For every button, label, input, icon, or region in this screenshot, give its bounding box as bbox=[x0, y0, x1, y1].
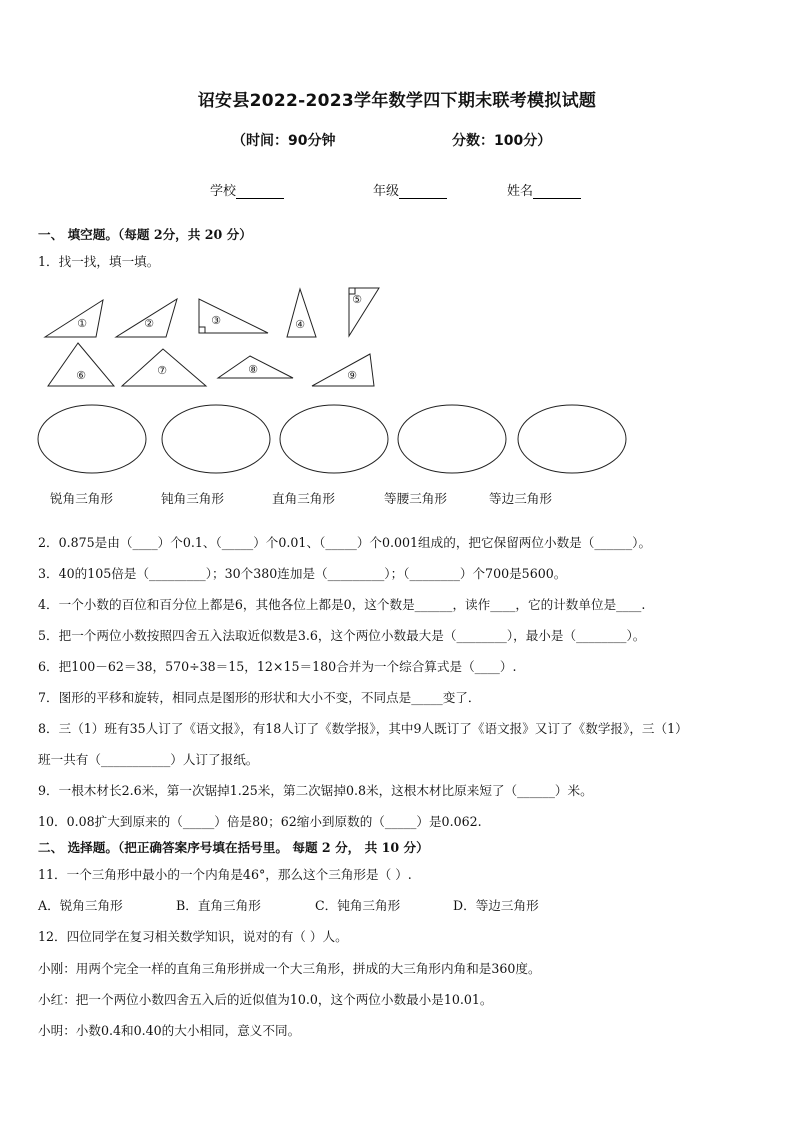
shape-label-3: ③ bbox=[211, 314, 221, 327]
question-6: 6．把100－62＝38，570÷38＝15，12×15＝180合并为一个综合算式是（____）. bbox=[38, 659, 517, 674]
oval-label-acute: 锐角三角形 bbox=[50, 491, 113, 506]
grade-field[interactable] bbox=[373, 180, 447, 199]
q12-statement-xiaoming: 小明：小数0.4和0.40的大小相同，意义不同。 bbox=[38, 1023, 301, 1038]
right-angle-mark-3 bbox=[199, 327, 205, 333]
oval-label-obtuse: 钝角三角形 bbox=[161, 491, 224, 506]
q12-statement-xiaogang: 小刚：用两个完全一样的直角三角形拼成一个大三角形，拼成的大三角形内角和是360度。 bbox=[38, 961, 541, 976]
exam-time: （时间：90分钟 bbox=[232, 133, 336, 149]
grade-label: 年级 bbox=[373, 184, 400, 199]
shape-label-1: ① bbox=[77, 317, 87, 330]
question-4: 4．一个小数的百位和百分位上都是6，其他各位上都是0，这个数是______，读作____，它的计数单位是____. bbox=[38, 597, 646, 612]
section1-heading: 一、 填空题。（每题 2分，共 20 分） bbox=[38, 227, 252, 242]
oval-isosceles bbox=[398, 405, 506, 473]
oval-acute bbox=[38, 405, 146, 473]
option-d[interactable]: D．等边三角形 bbox=[453, 898, 539, 913]
q12-statement-xiaohong: 小红：把一个两位小数四舍五入后的近似值为10.0，这个两位小数最小是10.01。 bbox=[38, 992, 493, 1007]
exam-score: 分数：100分） bbox=[452, 133, 552, 149]
school-field[interactable] bbox=[210, 180, 284, 199]
question-8-line1: 8．三（1）班有35人订了《语文报》，有18人订了《数学报》，其中9人既订了《语文报》又订了《数学报》，三（1） bbox=[38, 721, 688, 736]
q1-text: 1．找一找，填一填。 bbox=[38, 254, 160, 269]
shape-label-9: ⑨ bbox=[347, 369, 357, 382]
oval-label-isosceles: 等腰三角形 bbox=[384, 491, 447, 506]
section2-heading: 二、 选择题。（把正确答案序号填在括号里。 每题 2 分， 共 10 分） bbox=[38, 840, 429, 855]
name-blank[interactable] bbox=[533, 184, 581, 199]
shape-label-2: ② bbox=[144, 317, 154, 330]
school-blank[interactable] bbox=[236, 184, 284, 199]
oval-right bbox=[280, 405, 388, 473]
shape-label-6: ⑥ bbox=[76, 369, 86, 382]
shape-label-7: ⑦ bbox=[157, 364, 167, 377]
option-a[interactable]: A．锐角三角形 bbox=[38, 898, 123, 913]
grade-blank[interactable] bbox=[399, 184, 447, 199]
triangle-1 bbox=[45, 300, 103, 337]
oval-obtuse bbox=[162, 405, 270, 473]
name-label: 姓名 bbox=[507, 184, 534, 199]
exam-title: 诏安县2022-2023学年数学四下期末联考模拟试题 bbox=[197, 91, 597, 111]
option-b[interactable]: B．直角三角形 bbox=[176, 898, 261, 913]
question-7: 7．图形的平移和旋转，相同点是图形的形状和大小不变，不同点是_____变了． bbox=[38, 690, 481, 705]
name-field[interactable] bbox=[507, 180, 581, 199]
option-c[interactable]: C．钝角三角形 bbox=[315, 898, 401, 913]
shape-label-4: ④ bbox=[295, 318, 305, 331]
triangle-9 bbox=[312, 354, 374, 386]
shape-label-8: ⑧ bbox=[248, 363, 258, 376]
triangle-figures bbox=[0, 280, 794, 480]
oval-label-right: 直角三角形 bbox=[272, 491, 335, 506]
question-8-line2: 班一共有（___________）人订了报纸。 bbox=[38, 752, 259, 767]
question-11: 11．一个三角形中最小的一个内角是46°，那么这个三角形是（ ）. bbox=[38, 867, 412, 882]
question-10: 10．0.08扩大到原来的（_____）倍是80；62缩小到原数的（_____）是0.062. bbox=[38, 814, 482, 829]
question-2: 2．0.875是由（____）个0.1、（_____）个0.01、（_____）个0.001组成的，把它保留两位小数是（______）。 bbox=[38, 535, 652, 550]
oval-label-equilateral: 等边三角形 bbox=[489, 491, 552, 506]
school-label: 学校 bbox=[210, 184, 237, 199]
question-9: 9．一根木材长2.6米，第一次锯掉1.25米，第二次锯掉0.8米，这根木材比原来短了（______）米。 bbox=[38, 783, 593, 798]
question-12: 12．四位同学在复习相关数学知识，说对的有（ ）人。 bbox=[38, 929, 348, 944]
question-3: 3．40的105倍是（_________）；30个380连加是（_________）；（________）个700是5600。 bbox=[38, 566, 567, 581]
triangle-3 bbox=[199, 299, 268, 333]
oval-equilateral bbox=[518, 405, 626, 473]
shape-label-5: ⑤ bbox=[352, 293, 362, 306]
question-5: 5．把一个两位小数按照四舍五入法取近似数是3.6，这个两位小数最大是（________），最小是（________）。 bbox=[38, 628, 646, 643]
